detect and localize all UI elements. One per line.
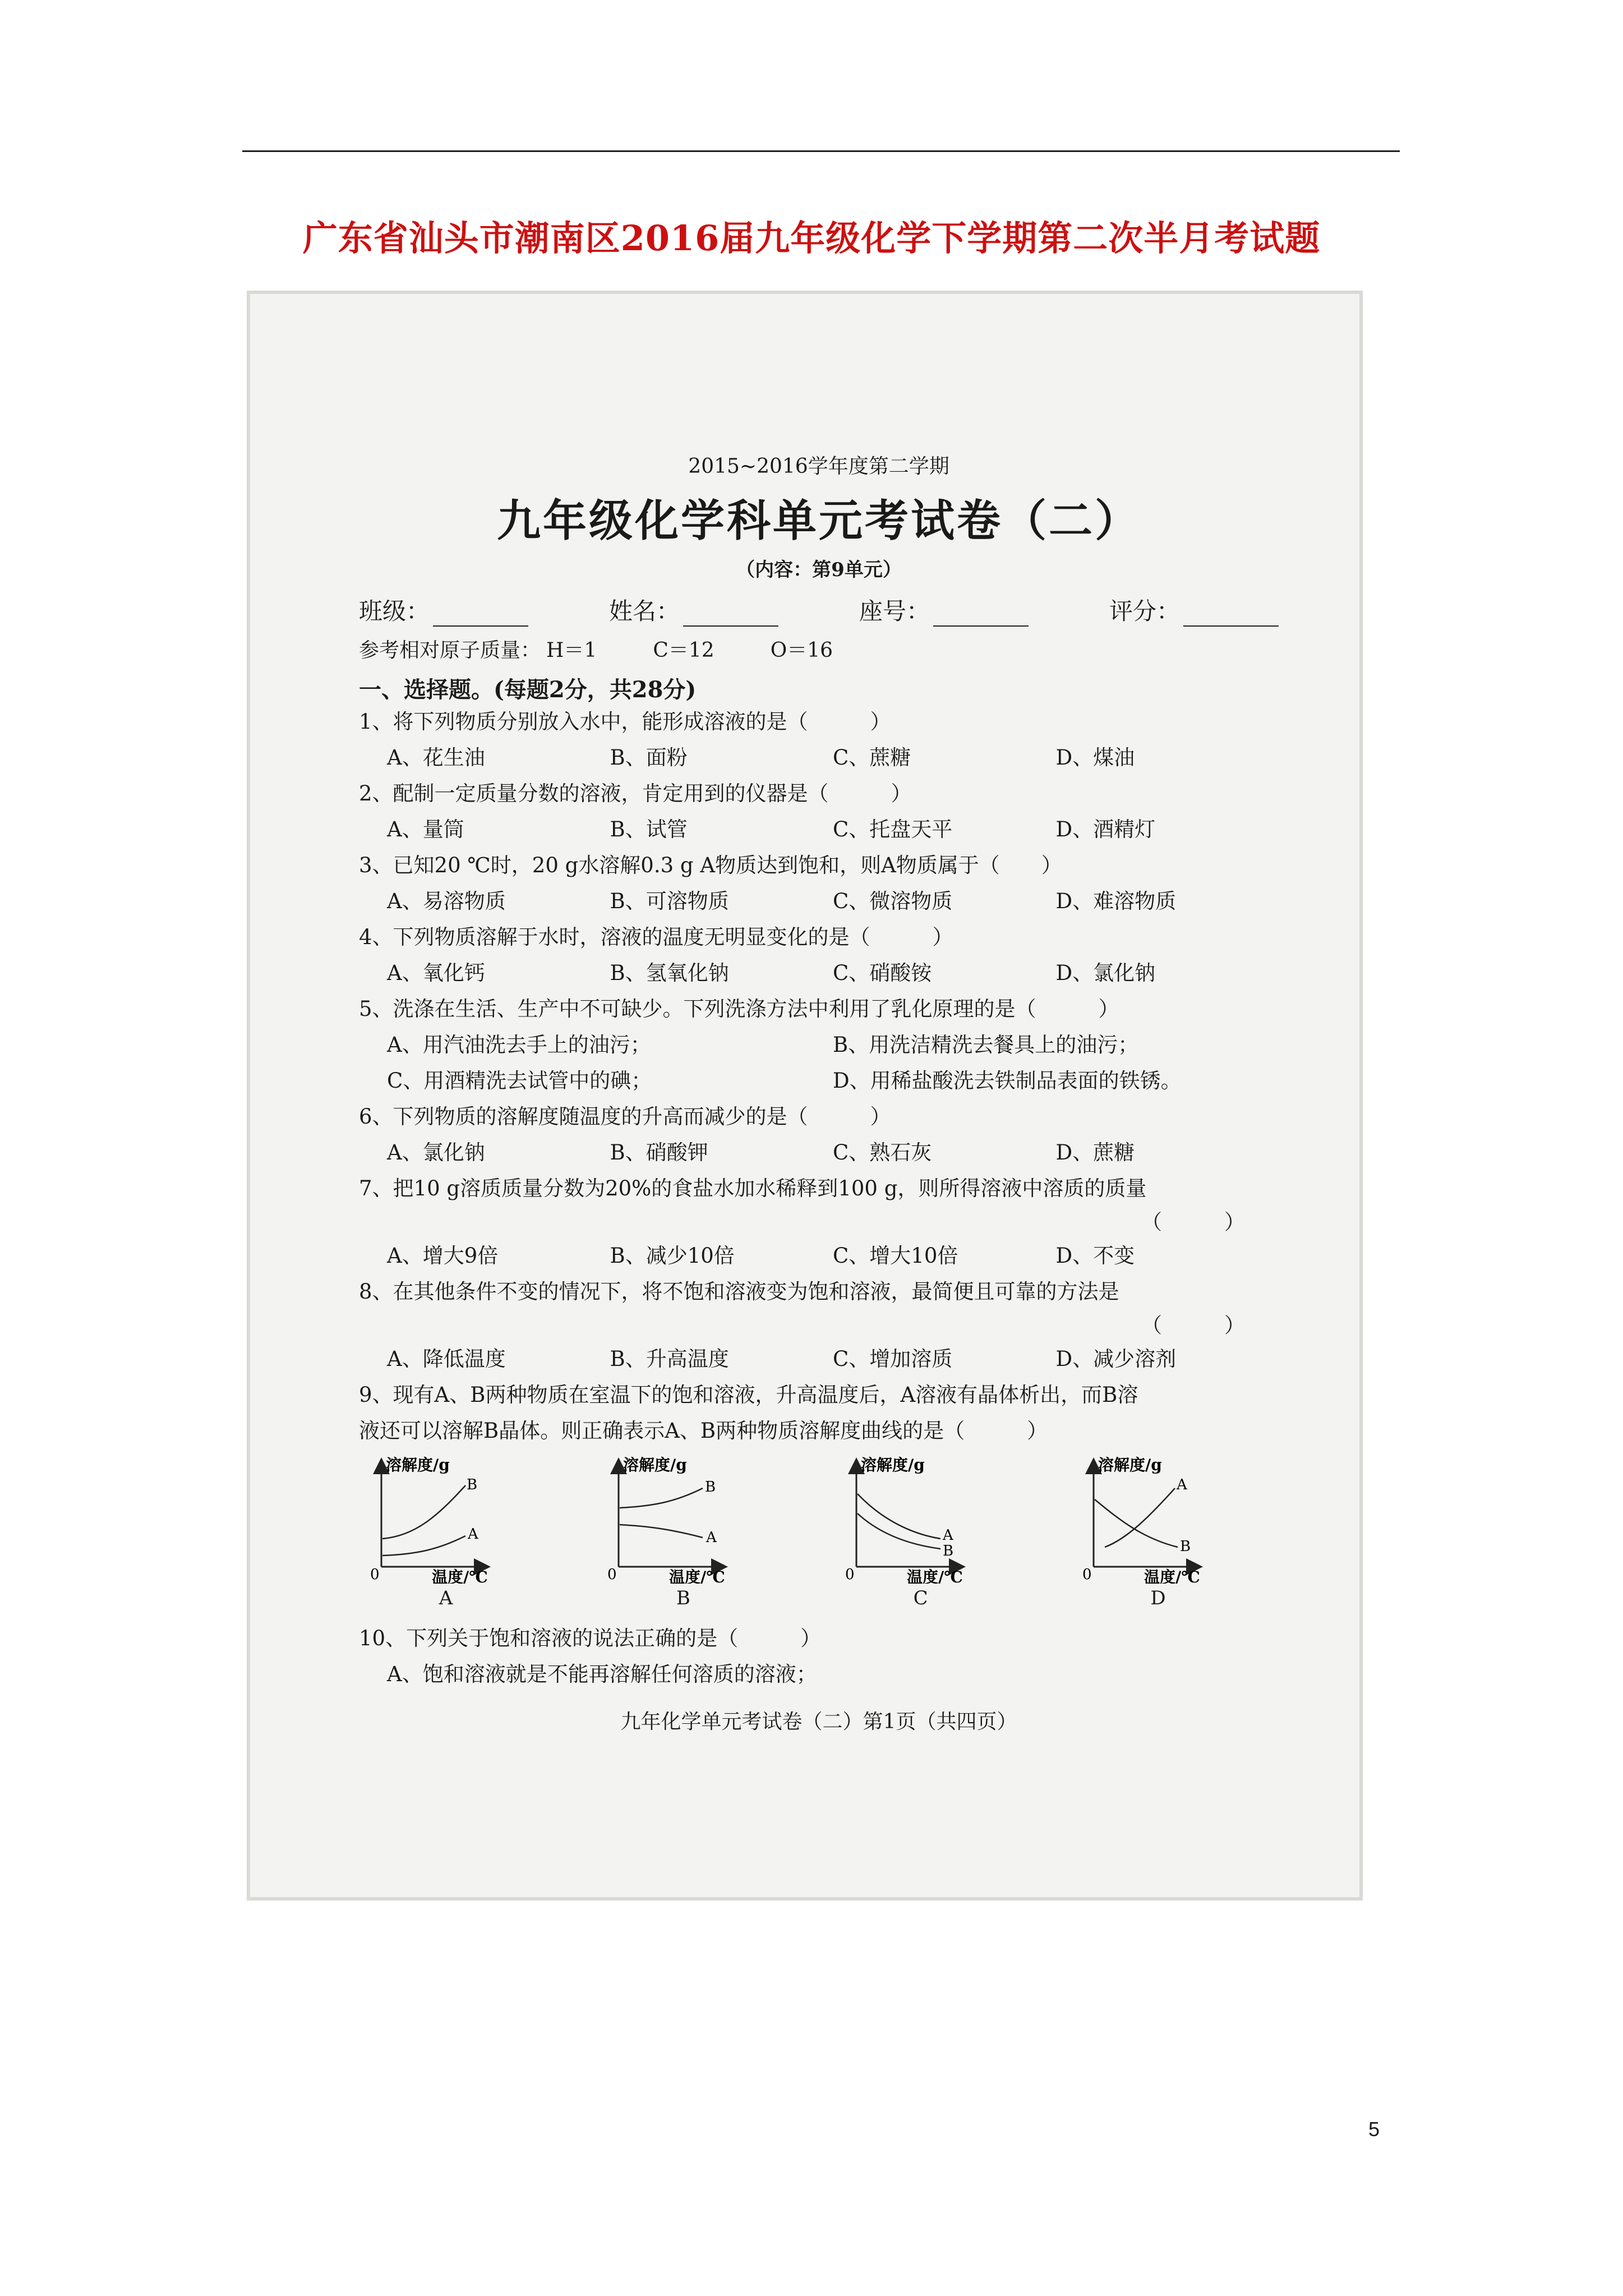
option: B、试管 [610,817,688,841]
option: C、增大10倍 [833,1244,958,1268]
option: D、不变 [1055,1244,1135,1268]
question-2 [359,776,1279,848]
solubility-curve-graph-a [370,1455,555,1584]
solubility-curve-graph-b [607,1455,792,1584]
atomic-mass-label: 参考相对原子质量： [359,639,541,662]
question-options [359,1135,1279,1171]
graph-a [370,1455,555,1609]
option: A、降低温度 [387,1347,506,1371]
question-3 [359,848,1279,919]
option: A、增大9倍 [387,1244,499,1268]
scanned-exam-page [247,291,1363,1901]
question-stem: 5、洗涤在生活、生产中不可缺少。下列洗涤方法中利用了乳化原理的是（ ） [359,997,1119,1021]
class-label: 班级： [359,597,430,625]
name-field [609,593,778,627]
curve-a [620,1525,703,1538]
curve-a [382,1536,465,1556]
score-label: 评分： [1109,597,1180,625]
curve-b [620,1488,703,1508]
atomic-mass-o: O＝16 [770,639,833,662]
question-stem: 9、现有A、B两种物质在室温下的饱和溶液，升高温度后，A溶液有晶体析出，而B溶 [359,1383,1138,1407]
x-axis-label: 温度/℃ [1144,1568,1200,1584]
origin-label: 0 [607,1566,617,1583]
curve-b-label: B [942,1543,953,1559]
curve-b [857,1513,940,1549]
curve-b-label: B [467,1476,478,1493]
y-axis-label: 溶解度/g [1098,1456,1162,1474]
option: C、熟石灰 [833,1140,932,1165]
name-blank [683,605,778,627]
x-axis-label: 温度/℃ [669,1568,726,1584]
question-options [359,1341,1279,1377]
curve-b [1095,1499,1178,1547]
curve-b [382,1485,465,1539]
question-options [359,740,1279,776]
option: A、易溶物质 [387,889,506,913]
class-field [359,593,528,627]
score-blank [1183,605,1279,627]
question-options [359,1238,1279,1274]
curve-a [857,1494,940,1539]
class-blank [433,605,528,627]
y-axis-label: 溶解度/g [386,1456,450,1474]
y-axis-label: 溶解度/g [860,1456,925,1474]
option: D、氯化钠 [1055,961,1156,985]
question-4 [359,919,1279,991]
section-heading: 一、选择题。(每题2分，共28分) [359,677,697,703]
curve-b-label: B [705,1479,716,1496]
option: B、面粉 [610,746,688,770]
origin-label: 0 [370,1566,380,1583]
exam-footer: 九年化学单元考试卷（二）第1页（共四页） [620,1710,1017,1733]
origin-label: 0 [845,1566,855,1583]
y-axis-label: 溶解度/g [623,1456,688,1474]
atomic-mass-c: C＝12 [653,639,714,662]
option: A、花生油 [387,746,485,770]
question-stem: 1、将下列物质分别放入水中，能形成溶液的是（ ） [359,710,891,734]
student-info-row [359,593,1279,627]
question-9 [359,1377,1279,1609]
question-options [359,1027,1279,1099]
question-1 [359,704,1279,776]
score-field [1109,593,1279,627]
question-options [359,955,1279,991]
name-label: 姓名： [608,597,680,625]
atomic-mass-row [359,634,1279,663]
solubility-curve-graph-d [1082,1455,1267,1584]
question-stem: 3、已知20 ℃时，20 g水溶解0.3 g A物质达到饱和，则A物质属于（ ） [359,853,1062,877]
question-8 [359,1274,1279,1377]
exam-sheet [359,450,1279,1734]
answer-paren: （ ） [1141,1210,1245,1234]
option: B、氢氧化钠 [610,961,729,985]
option: D、减少溶剂 [1055,1347,1177,1371]
graph-c [845,1455,1030,1609]
option: D、难溶物质 [1055,889,1177,913]
document-title: 广东省汕头市潮南区2016届九年级化学下学期第二次半月考试题 [302,218,1321,259]
x-axis-label: 温度/℃ [432,1568,488,1584]
x-axis-label: 温度/℃ [906,1568,963,1584]
option: B、减少10倍 [610,1244,735,1268]
question-stem-continued: 液还可以溶解B晶体。则正确表示A、B两种物质溶解度曲线的是（ ） [359,1419,1048,1443]
question-options [359,884,1279,919]
option: A、氯化钠 [387,1140,485,1165]
question-stem: 7、把10 g溶质质量分数为20%的食盐水加水稀释到100 g，则所得溶液中溶质的质量 [359,1176,1147,1200]
question-options [359,812,1279,848]
option: C、用酒精洗去试管中的碘； [387,1069,652,1093]
question-stem: 10、下列关于饱和溶液的说法正确的是（ ） [359,1626,822,1650]
option: B、可溶物质 [610,889,729,913]
top-rule [242,150,1400,152]
curve-a-label: A [1176,1476,1187,1493]
option: D、酒精灯 [1055,817,1156,841]
option: B、用洗洁精洗去餐具上的油污； [833,1033,1139,1057]
graph-caption: D [1150,1587,1166,1609]
curve-a-label: A [942,1527,953,1544]
graph-caption: A [439,1587,453,1609]
curve-a-label: A [706,1529,717,1546]
graph-b [607,1455,792,1609]
seat-field [859,593,1029,627]
option: C、增加溶质 [833,1347,953,1371]
option: A、用汽油洗去手上的油污； [387,1033,651,1057]
solubility-curve-graph-c [845,1455,1030,1584]
question-stem: 6、下列物质的溶解度随温度的升高而减少的是（ ） [359,1105,891,1129]
option: D、用稀盐酸洗去铁制品表面的铁锈。 [833,1069,1182,1093]
option: C、硝酸铵 [833,961,932,985]
exam-header [359,450,1279,582]
question-stem: 4、下列物质溶解于水时，溶液的温度无明显变化的是（ ） [359,925,953,949]
option: D、煤油 [1055,746,1135,770]
question-10 [359,1621,1279,1692]
graph-caption: C [913,1587,928,1609]
content-note: （内容：第9单元） [736,559,902,581]
question-7 [359,1171,1279,1274]
atomic-mass-h: H＝1 [546,639,597,662]
option: B、升高温度 [610,1347,729,1371]
seat-label: 座号： [859,597,930,625]
page-number: 5 [1368,2118,1380,2141]
curve-a-label: A [468,1526,478,1543]
graph-caption: B [676,1587,690,1609]
origin-label: 0 [1082,1566,1092,1583]
seat-blank [933,605,1029,627]
curve-b-label: B [1179,1538,1191,1555]
question-stem: 2、配制一定质量分数的溶液，肯定用到的仪器是（ ） [359,781,912,806]
term-label: 2015~2016学年度第二学期 [688,455,949,478]
option: B、硝酸钾 [610,1140,708,1165]
exam-title: 九年级化学科单元考试卷（二） [496,495,1141,546]
answer-paren: （ ） [1141,1313,1245,1337]
option: C、托盘天平 [833,817,953,841]
option: A、氧化钙 [387,961,485,985]
question-6 [359,1099,1279,1171]
question-stem: 8、在其他条件不变的情况下，将不饱和溶液变为饱和溶液，最简便且可靠的方法是 [359,1280,1119,1304]
option: A、饱和溶液就是不能再溶解任何溶质的溶液； [387,1662,817,1686]
graph-d [1082,1455,1267,1609]
option: C、蔗糖 [833,746,911,770]
option: D、蔗糖 [1055,1140,1135,1165]
option: C、微溶物质 [833,889,953,913]
solubility-graphs [359,1449,1279,1609]
curve-a [1105,1488,1175,1547]
question-5 [359,991,1279,1099]
option: A、量筒 [387,817,464,841]
